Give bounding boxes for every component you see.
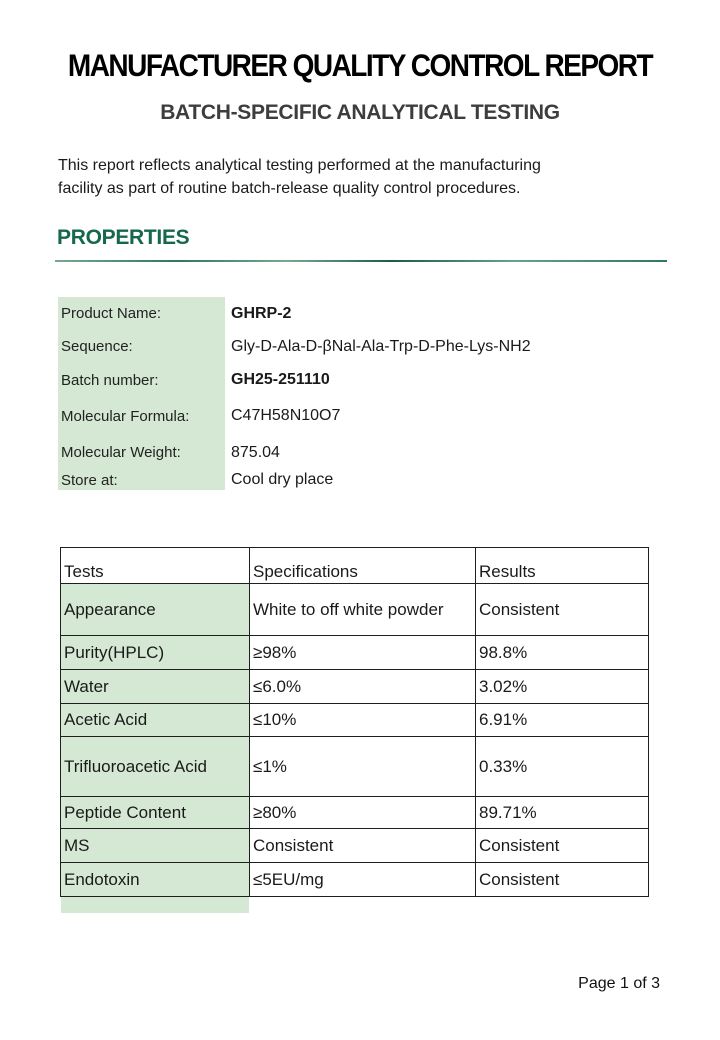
result-cell: Consistent [476, 584, 649, 636]
property-value-molecular-weight: 875.04 [225, 435, 531, 470]
intro-line-2: facility as part of routine batch-release quality control procedures. [58, 180, 521, 197]
result-cell: 3.02% [476, 670, 649, 704]
test-name-cell: MS [61, 829, 250, 863]
table-row-endotoxin [61, 863, 649, 897]
specification-cell: ≤5EU/mg [250, 863, 476, 897]
properties-list [58, 297, 531, 490]
column-header-tests: Tests [61, 548, 250, 584]
properties-section-heading: PROPERTIES [57, 226, 190, 249]
section-divider-rule [55, 260, 667, 262]
result-cell: 89.71% [476, 797, 649, 829]
result-cell: 98.8% [476, 636, 649, 670]
page-title: MANUFACTURER QUALITY CONTROL REPORT [67, 48, 653, 83]
tests-table-header-row [61, 548, 649, 584]
specification-cell: ≤10% [250, 704, 476, 737]
test-name-cell: Acetic Acid [61, 704, 250, 737]
test-name-cell: Water [61, 670, 250, 704]
result-cell: 0.33% [476, 737, 649, 797]
result-cell: Consistent [476, 863, 649, 897]
table-row-acetic-acid [61, 704, 649, 737]
test-name-cell: Purity(HPLC) [61, 636, 250, 670]
table-row-ms [61, 829, 649, 863]
test-name-cell: Peptide Content [61, 797, 250, 829]
specification-cell: White to off white powder [250, 584, 476, 636]
intro-paragraph [58, 154, 658, 200]
table-row-water [61, 670, 649, 704]
test-name-cell: Trifluoroacetic Acid [61, 737, 250, 797]
property-value-store-at: Cool dry place [225, 470, 531, 490]
property-label-molecular-formula: Molecular Formula: [58, 397, 225, 435]
property-value-batch-number: GH25-251110 [225, 363, 531, 397]
property-label-sequence: Sequence: [58, 330, 225, 363]
result-cell: 6.91% [476, 704, 649, 737]
specification-cell: Consistent [250, 829, 476, 863]
table-row-appearance [61, 584, 649, 636]
tests-table [60, 547, 649, 897]
test-name-cell: Appearance [61, 584, 250, 636]
specification-cell: ≥98% [250, 636, 476, 670]
property-label-product-name: Product Name: [58, 297, 225, 330]
specification-cell: ≤6.0% [250, 670, 476, 704]
column-header-results: Results [476, 548, 649, 584]
property-value-product-name: GHRP-2 [225, 297, 531, 330]
table-row-purity-hplc [61, 636, 649, 670]
page-number: Page 1 of 3 [578, 975, 660, 992]
column-header-specifications: Specifications [250, 548, 476, 584]
property-label-batch-number: Batch number: [58, 363, 225, 397]
specification-cell: ≤1% [250, 737, 476, 797]
property-value-sequence: Gly-D-Ala-D-βNal-Ala-Trp-D-Phe-Lys-NH2 [225, 330, 531, 363]
property-label-store-at: Store at: [58, 470, 225, 490]
property-label-molecular-weight: Molecular Weight: [58, 435, 225, 470]
result-cell: Consistent [476, 829, 649, 863]
table-row-peptide-content [61, 797, 649, 829]
specification-cell: ≥80% [250, 797, 476, 829]
table-row-trifluoroacetic-acid [61, 737, 649, 797]
test-name-cell: Endotoxin [61, 863, 250, 897]
tests-table-container [60, 547, 649, 897]
intro-line-1: This report reflects analytical testing performed at the manufacturing [58, 157, 541, 174]
page-subtitle: BATCH-SPECIFIC ANALYTICAL TESTING [160, 101, 560, 124]
property-value-molecular-formula: C47H58N10O7 [225, 397, 531, 435]
